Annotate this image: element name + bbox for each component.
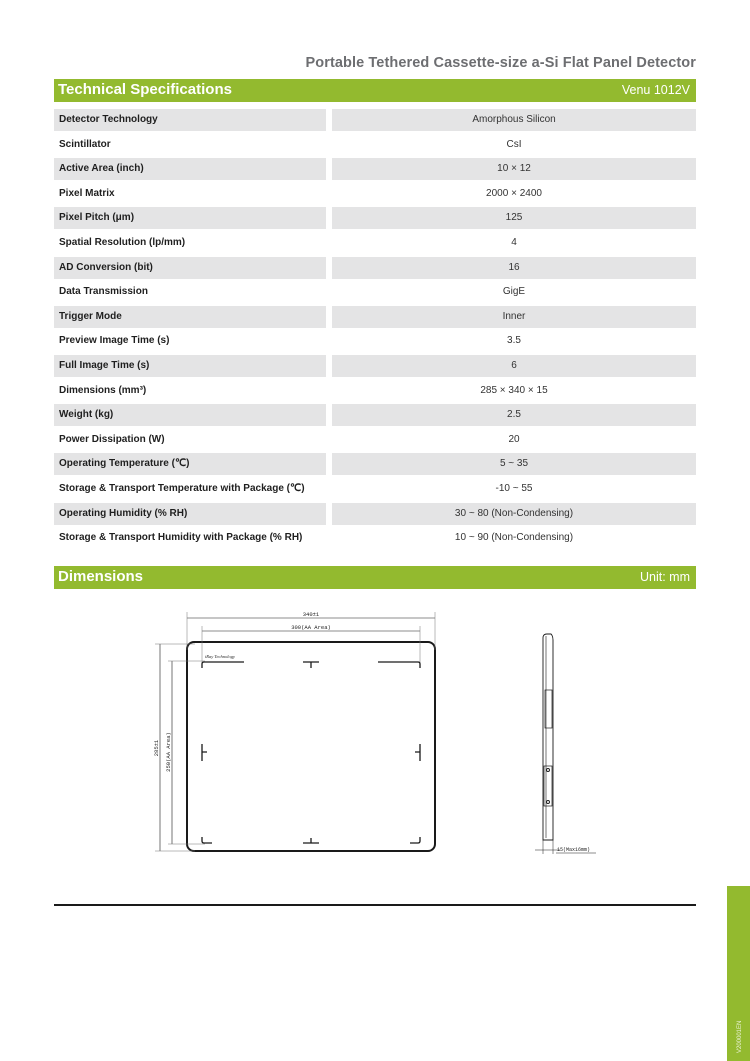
spec-section-title: Technical Specifications xyxy=(58,81,232,98)
document-title: Portable Tethered Cassette-size a-Si Flat Panel Detector xyxy=(305,55,696,71)
side-profile xyxy=(543,634,553,840)
spec-row xyxy=(54,157,696,182)
spec-row xyxy=(54,428,696,453)
dimensions-section-header xyxy=(54,566,696,589)
alignment-marks xyxy=(202,662,420,843)
spec-row xyxy=(54,305,696,330)
logo-text: iRay Technology xyxy=(205,654,235,659)
model-name: Venu 1012V xyxy=(621,83,690,97)
spec-value: GigE xyxy=(502,286,526,298)
spec-row xyxy=(54,477,696,502)
front-view xyxy=(155,612,435,851)
spec-label: Scintillator xyxy=(59,138,111,150)
spec-row xyxy=(54,133,696,158)
spec-value: 6 xyxy=(332,355,696,377)
spec-label: Operating Temperature (℃) xyxy=(54,453,326,475)
spec-value: 3.5 xyxy=(507,335,521,347)
spec-label: Storage & Transport Temperature with Package (℃) xyxy=(59,482,305,494)
footer-divider xyxy=(54,904,696,906)
spec-row xyxy=(54,526,696,551)
height-label: 285±1 xyxy=(153,739,160,757)
spec-value: 2.5 xyxy=(332,404,696,426)
spec-value: 5 ~ 35 xyxy=(332,453,696,475)
spec-label: AD Conversion (bit) xyxy=(54,257,326,279)
spec-table xyxy=(54,108,696,551)
dimensions-unit: Unit: mm xyxy=(640,570,690,584)
spec-value: 2000 × 2400 xyxy=(486,187,542,199)
dimension-labels xyxy=(153,611,331,772)
spec-label: Detector Technology xyxy=(54,109,326,131)
document-code: V200001EN xyxy=(736,1020,743,1053)
spec-label: Spatial Resolution (lp/mm) xyxy=(59,236,186,248)
spec-row xyxy=(54,256,696,281)
spec-value: 10 × 12 xyxy=(332,158,696,180)
spec-label: Trigger Mode xyxy=(54,306,326,328)
spec-value: 20 xyxy=(508,433,520,445)
spec-row xyxy=(54,379,696,404)
side-view xyxy=(535,634,596,854)
dimensions-section-title: Dimensions xyxy=(58,568,144,585)
spec-value: 30 ~ 80 (Non-Condensing) xyxy=(332,503,696,525)
spec-value: CsI xyxy=(506,138,522,150)
spec-label: Dimensions (mm³) xyxy=(59,384,147,396)
spec-value: -10 ~ 55 xyxy=(495,482,533,494)
spec-row xyxy=(54,354,696,379)
spec-row xyxy=(54,108,696,133)
spec-value: 285 × 340 × 15 xyxy=(480,384,548,396)
thickness-label: 15(Max16mm) xyxy=(557,847,591,853)
dimension-drawing xyxy=(0,600,750,870)
aa-width-label: 300(AA Area) xyxy=(291,624,331,631)
spec-label: Pixel Pitch (μm) xyxy=(54,207,326,229)
spec-value: 10 ~ 90 (Non-Condensing) xyxy=(454,532,574,544)
width-label: 340±1 xyxy=(302,611,320,618)
side-tab xyxy=(727,886,750,1061)
spec-label: Data Transmission xyxy=(59,286,148,298)
spec-label: Pixel Matrix xyxy=(59,187,115,199)
spec-row xyxy=(54,231,696,256)
spec-row xyxy=(54,502,696,527)
spec-label: Storage & Transport Humidity with Package (% RH) xyxy=(59,532,303,544)
spec-row xyxy=(54,280,696,305)
spec-value: 125 xyxy=(332,207,696,229)
panel-outline xyxy=(187,642,435,851)
spec-row xyxy=(54,403,696,428)
spec-row xyxy=(54,452,696,477)
spec-value: Amorphous Silicon xyxy=(332,109,696,131)
spec-row xyxy=(54,206,696,231)
spec-row xyxy=(54,329,696,354)
aa-height-label: 250(AA Area) xyxy=(165,732,172,772)
spec-label: Active Area (inch) xyxy=(54,158,326,180)
spec-value: 4 xyxy=(511,236,517,248)
spec-label: Preview Image Time (s) xyxy=(59,335,170,347)
spec-label: Weight (kg) xyxy=(54,404,326,426)
spec-value: 16 xyxy=(332,257,696,279)
spec-label: Full Image Time (s) xyxy=(54,355,326,377)
spec-label: Operating Humidity (% RH) xyxy=(54,503,326,525)
spec-label: Power Dissipation (W) xyxy=(59,433,165,445)
spec-row xyxy=(54,182,696,207)
spec-value: Inner xyxy=(332,306,696,328)
spec-section-header xyxy=(54,79,696,102)
